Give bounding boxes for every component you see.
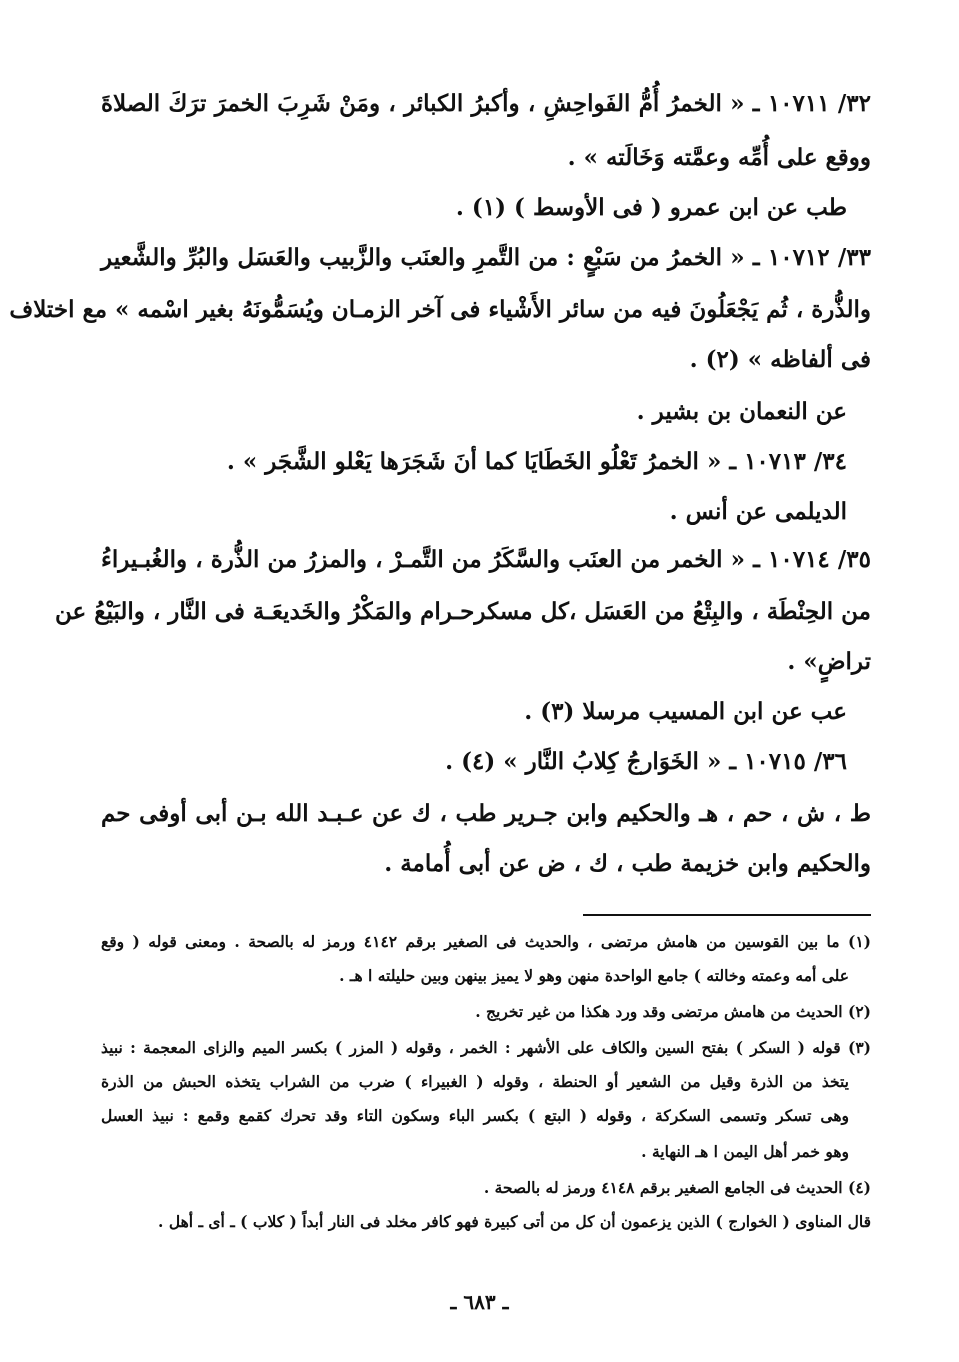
footnote-3-line-4: وهو خمر أهل اليمن ا هـ النهاية . [641, 1142, 849, 1161]
hadith-10712-line-1: ٣٣/ ١٠٧١٢ ـ « الخمرُ من سَبْعٍ : من التَّمرِ والعنَب والزَّبيب والعَسَل والبُرِّ والشَّعير [101, 244, 871, 271]
hadith-10715-line-1: ٣٦/ ١٠٧١٥ ـ « الخَوَارجُ كِلابُ النَّار » (٤) . [445, 748, 847, 775]
footnote-1-line-2: على أمه وعمته وخالته ) جامع الواحدة منهن وهو لا يميز بينهن وبين حليلته ا هـ . [339, 966, 849, 985]
hadith-10714-source: عب عن ابن المسيب مرسلا (٣) . [524, 698, 847, 725]
footnote-3-line-1: (٣) قوله ( السكر ) بفتح السين والكاف على الأشهر : الخمر ، وقوله ( المزر ) بكسر الميم والزاى المعجمة : نبيذ [101, 1038, 871, 1057]
hadith-10714-line-2: من الحِنْطَة ، والبِتْعُ من العَسَل ،كل مسكرحـرام والمَكْرُ والخَديعَـة فى النَّار ، والبَيْعُ عن [54, 598, 871, 625]
footnote-4: (٤) الحديث فى الجامع الصغير برقم ٤١٤٨ ورمز له بالصحة . [483, 1178, 871, 1197]
hadith-10711-source: طب عن ابن عمرو ( فى الأوسط ) (١) . [455, 194, 847, 221]
hadith-10712-line-3: فى ألفاظه » (٢) . [689, 346, 871, 373]
footnote-3-line-3: وهى تسكر وتسمى السكركة ، وقوله ( البتع ) بكسر الباء وسكون التاء وقد تحرك كقمع وقمع : نبيذ العسل [101, 1106, 849, 1125]
hadith-10713-line-1: ٣٤/ ١٠٧١٣ ـ « الخمرُ تَعْلُو الخَطَايَا كما أنَ شَجَرَها يَعْلو الشَّجَر » . [226, 448, 847, 475]
footnote-separator [583, 914, 871, 916]
footnote-2: (٢) الحديث من هامش مرتضى وقد ورد هكذا من غير تخريج . [475, 1002, 871, 1021]
page-number: ـ ٦٨٣ ـ [450, 1290, 509, 1314]
hadith-10711-line-2: ووقع على أُمِّه وعمَّته وَخَالَته » . [567, 144, 871, 171]
footnote-4-note: قال المناوى ( الخوارج ) الذين يزعمون أن كل من أتى كبيرة فهو كافر مخلد فى النار أبداً ( كلاب ) ـ أى ـ أهل . [158, 1212, 871, 1231]
hadith-10715-source-2: والحكيم وابن خزيمة طب ، ك ، ض عن أبى أُمامة . [384, 850, 871, 877]
hadith-10714-line-1: ٣٥/ ١٠٧١٤ ـ « الخمر من العنَب والسَّكَرُ من التَّمـرْ ، والمزرُ من الذُّرة ، والغُبـيراءُ [101, 546, 871, 573]
hadith-10713-source: الديلمى عن أنس . [669, 498, 847, 525]
hadith-10714-line-3: تراضٍ» . [787, 648, 871, 675]
hadith-10715-source-1: ط ، ش ، حم ، هـ والحكيم وابن جـرير طب ، ك عن عـبـد الله بـن أبى أوفى حم [101, 800, 871, 827]
footnote-3-line-2: يتخذ من الذرة وقيل من الشعير أو الحنطة ، وقوله ( الغبيراء ) ضرب من الشراب يتخذه الحبش من الذرة [101, 1072, 849, 1091]
hadith-10712-source: عن النعمان بن بشير . [636, 398, 847, 425]
footnote-1-line-1: (١) ما بين القوسين من هامش مرتضى ، والحديث فى الصغير برقم ٤١٤٢ ورمز له بالصحة . ومعنى قوله ( وقع [101, 932, 871, 951]
hadith-10712-line-2: والذُّرة ، ثُم يَجْعَلُونَ فيه من سائر الأَشْياء فى آخر الزمـان ويُسَمُّونَهُ بغير اسْمه » مع اختلاف [9, 296, 871, 323]
hadith-10711-line-1: ٣٢/ ١٠٧١١ ـ « الخمرُ أُمُّ الفَواحِشِ ، وأكبرُ الكبائر ، ومَنْ شَرِبَ الخمرَ ترَكَ الصلاةَ [101, 90, 871, 117]
